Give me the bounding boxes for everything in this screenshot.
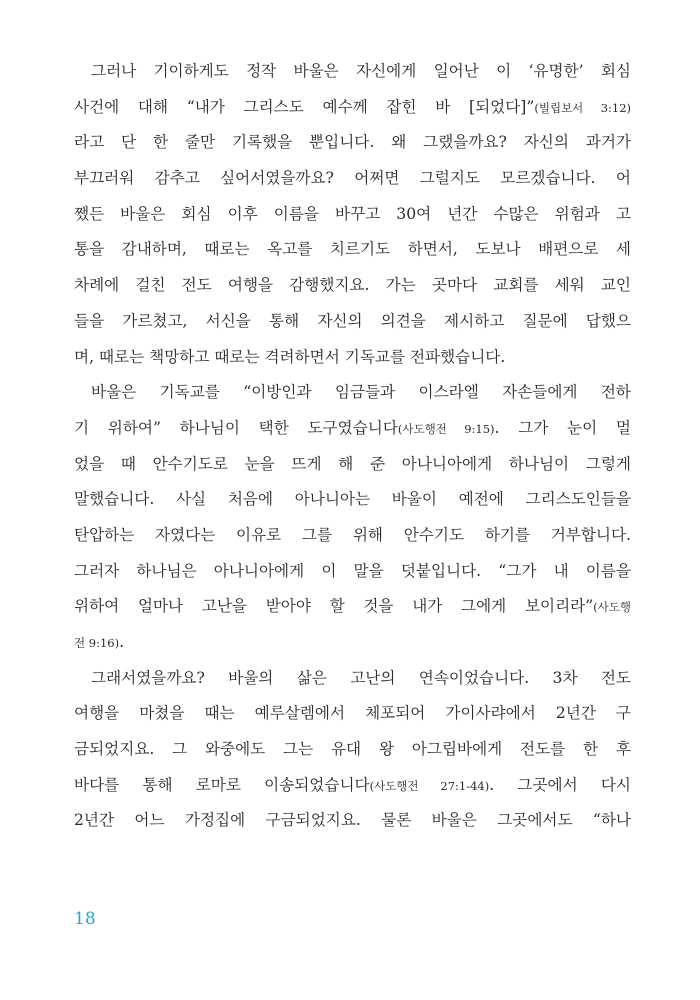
bible-reference: 전 9:16) xyxy=(74,636,120,650)
text-line xyxy=(74,554,631,590)
text-segment: 기 위하여” 하나님이 택한 도구였습니다 xyxy=(74,418,398,437)
text-segment: . 그가 눈이 멀 xyxy=(494,418,631,437)
bible-reference: (사도행전 9:15) xyxy=(397,421,495,436)
bible-reference: (사도행전 27:1-44) xyxy=(369,778,490,793)
text-segment: 바울은 기독교를 “이방인과 임금들과 이스라엘 자손들에게 전하 xyxy=(91,383,631,402)
text-line xyxy=(74,375,631,411)
text-segment: 바다를 통해 로마로 이송되었습니다 xyxy=(74,775,370,794)
text-segment: 라고 단 한 줄만 기록했을 뿐입니다. 왜 그랬을까요? 자신의 과거가 xyxy=(74,133,631,152)
text-line xyxy=(74,304,631,340)
text-line xyxy=(74,54,631,90)
text-line xyxy=(74,803,631,839)
text-segment: 그러나 기이하게도 정작 바울은 자신에게 일어난 이 ‘유명한’ 회심 xyxy=(91,62,631,80)
text-line xyxy=(74,125,631,161)
text-line xyxy=(74,625,631,661)
body-text xyxy=(74,54,631,839)
text-segment: 었을 때 안수기도로 눈을 뜨게 해 준 아나니아에게 하나님이 그렇게 xyxy=(74,454,631,473)
text-segment: . 그곳에서 다시 xyxy=(489,775,631,794)
text-segment: 여행을 마쳤을 때는 예루살렘에서 체포되어 가이사랴에서 2년간 구 xyxy=(74,704,631,723)
text-line xyxy=(74,340,631,376)
bible-reference: (빌립보서 3:12) xyxy=(534,100,631,115)
text-line xyxy=(74,482,631,518)
text-line xyxy=(74,232,631,268)
text-segment: 2년간 어느 가정집에 구금되었지요. 물론 바울은 그곳에서도 “하나 xyxy=(74,811,631,830)
text-segment: 탄압하는 자였다는 이유로 그를 위해 안수기도 하기를 거부합니다. xyxy=(74,525,631,544)
text-line xyxy=(74,768,631,804)
page-number: 18 xyxy=(74,909,96,929)
text-segment: 통을 감내하며, 때로는 옥고를 치르기도 하면서, 도보나 배편으로 세 xyxy=(74,240,631,259)
text-segment: 며, 때로는 책망하고 때로는 격려하면서 기독교를 전파했습니다. xyxy=(74,347,506,366)
text-line xyxy=(74,447,631,483)
text-segment: 쨌든 바울은 회심 이후 이름을 바꾸고 30여 년간 수많은 위험과 고 xyxy=(74,204,631,223)
text-line xyxy=(74,589,631,625)
text-line xyxy=(74,268,631,304)
text-line xyxy=(74,197,631,233)
bible-reference: (사도행 xyxy=(593,600,631,615)
text-segment: 차례에 걸친 전도 여행을 감행했지요. 가는 곳마다 교회를 세워 교인 xyxy=(74,276,631,295)
text-segment: 그러자 하나님은 아나니아에게 이 말을 덧붙입니다. “그가 내 이름을 xyxy=(74,561,631,580)
text-segment: 위하여 얼마나 고난을 받아야 할 것을 내가 그에게 보이리라” xyxy=(74,597,594,616)
text-line xyxy=(74,411,631,447)
text-line xyxy=(74,518,631,554)
text-segment: 말했습니다. 사실 처음에 아나니아는 바울이 예전에 그리스도인들을 xyxy=(74,490,631,509)
text-line xyxy=(74,90,631,126)
text-line xyxy=(74,732,631,768)
text-line xyxy=(74,161,631,197)
text-segment: 금되었지요. 그 와중에도 그는 유대 왕 아그립바에게 전도를 한 후 xyxy=(74,740,631,759)
text-segment: 부끄러워 감추고 싶어서였을까요? 어쩌면 그럴지도 모르겠습니다. 어 xyxy=(74,169,631,188)
text-segment: 들을 가르쳤고, 서신을 통해 자신의 의견을 제시하고 질문에 답했으 xyxy=(74,311,631,330)
text-line xyxy=(74,696,631,732)
text-segment: . xyxy=(119,633,125,651)
text-segment: 사건에 대해 “내가 그리스도 예수께 잡힌 바 [되었다]” xyxy=(74,97,535,116)
text-segment: 그래서였을까요? 바울의 삶은 고난의 연속이었습니다. 3차 전도 xyxy=(91,668,631,687)
text-line xyxy=(74,661,631,697)
